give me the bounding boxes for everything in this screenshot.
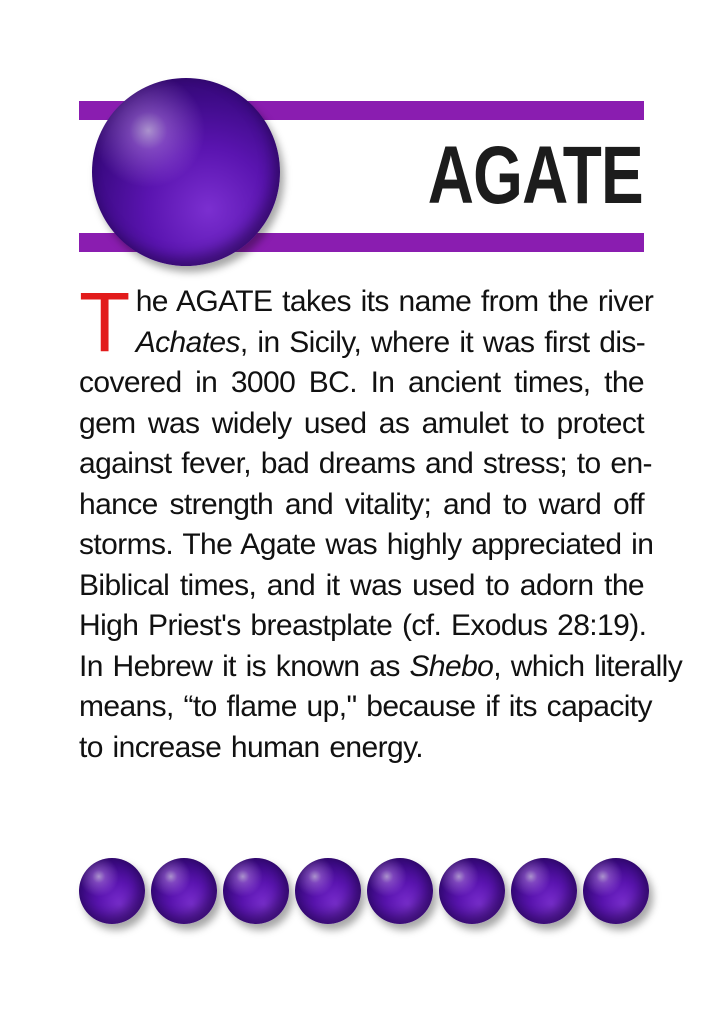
text-line bbox=[79, 363, 644, 404]
text-segment: , in Sicily, where it was first dis- bbox=[239, 325, 646, 359]
text-line bbox=[79, 485, 644, 526]
text-line bbox=[79, 282, 654, 323]
text-line bbox=[79, 647, 683, 688]
text-segment: , which literally bbox=[493, 649, 683, 683]
small-gem-icon bbox=[79, 858, 145, 924]
text-line bbox=[79, 606, 647, 647]
small-gem-icon bbox=[439, 858, 505, 924]
small-gem-icon bbox=[583, 858, 649, 924]
gem-decoration-row bbox=[79, 858, 649, 928]
text-segment: to increase human energy. bbox=[79, 730, 423, 764]
text-segment: gem was widely used as amulet to protect bbox=[79, 406, 644, 440]
text-line bbox=[79, 404, 644, 445]
text-segment: hance strength and vitality; and to ward off bbox=[79, 487, 644, 521]
text-line bbox=[79, 687, 652, 728]
text-segment: High Priest's breastplate (cf. Exodus 28:19). bbox=[79, 609, 647, 642]
text-segment: In Hebrew it is known as bbox=[79, 649, 410, 683]
text-segment: storms. The Agate was highly appreciated in bbox=[79, 528, 654, 561]
small-gem-icon bbox=[367, 858, 433, 924]
text-line bbox=[79, 525, 654, 566]
text-segment: covered in 3000 BC. In ancient times, the bbox=[79, 366, 644, 399]
small-gem-icon bbox=[151, 858, 217, 924]
text-line bbox=[79, 728, 644, 769]
description-lines bbox=[79, 275, 683, 768]
italic-term: Achates bbox=[135, 325, 240, 359]
small-gem-icon bbox=[223, 858, 289, 924]
drop-cap: T bbox=[79, 275, 130, 369]
agate-gem-image bbox=[92, 78, 280, 266]
text-segment: against fever, bad dreams and stress; to en- bbox=[79, 447, 652, 480]
small-gem-icon bbox=[511, 858, 577, 924]
small-gem-icon bbox=[295, 858, 361, 924]
text-line bbox=[79, 566, 644, 607]
text-line bbox=[79, 444, 652, 485]
page-title: AGATE bbox=[427, 130, 643, 221]
text-segment: he AGATE takes its name from the river bbox=[135, 285, 654, 318]
description-text bbox=[79, 275, 683, 768]
text-segment: Biblical times, and it was used to adorn the bbox=[79, 568, 644, 602]
italic-term: Shebo bbox=[409, 649, 494, 683]
text-line bbox=[79, 323, 644, 364]
text-segment: means, “to flame up," because if its capacity bbox=[79, 690, 652, 723]
